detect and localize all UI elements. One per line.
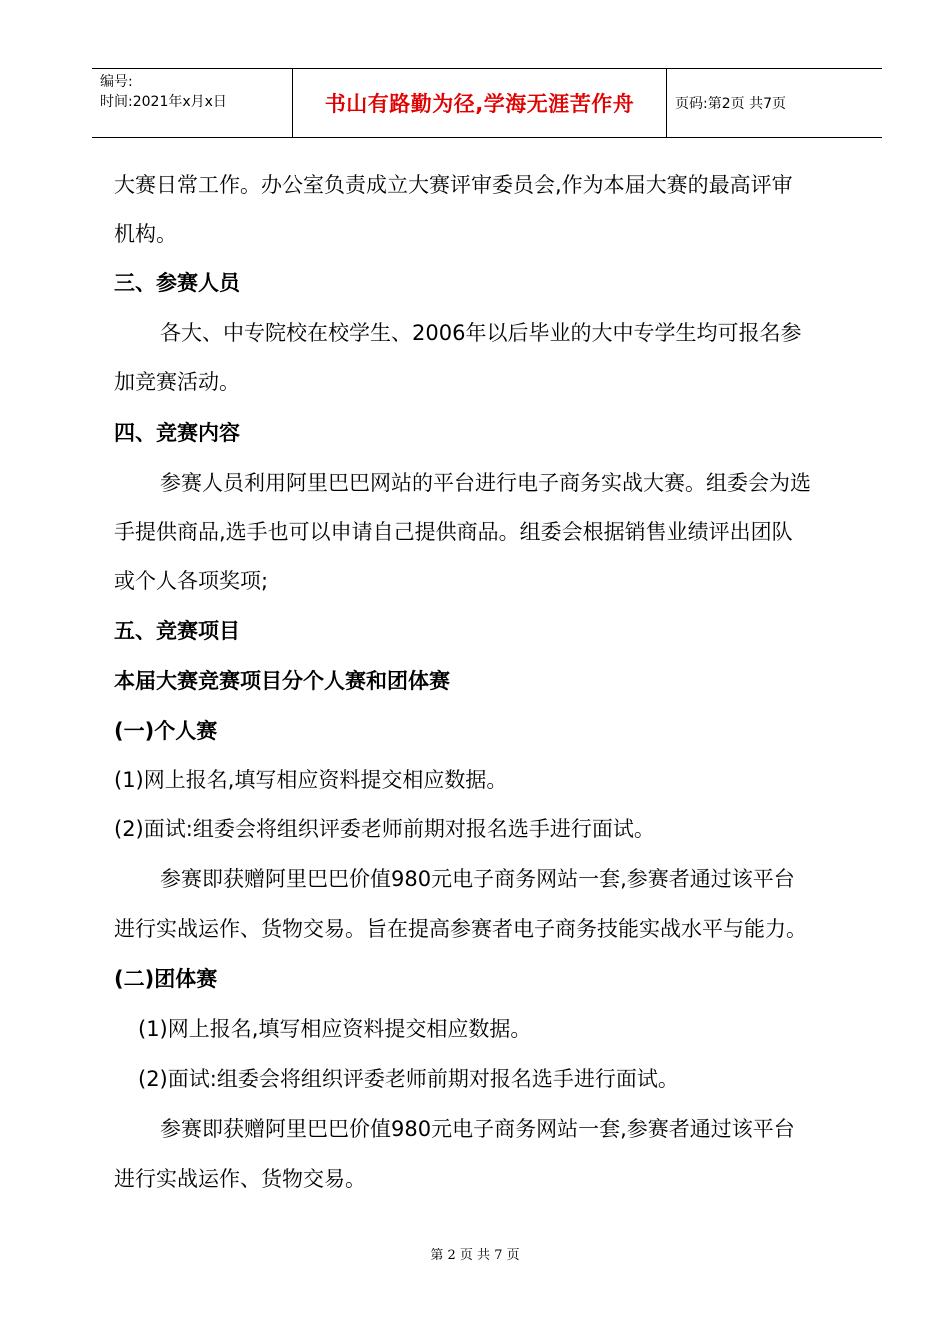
header-motto-cell — [292, 69, 667, 137]
list-item: (2)面试:组委会将组织评委老师前期对报名选手进行面试。 — [114, 817, 655, 841]
section-subheading: 本届大赛竞赛项目分个人赛和团体赛 — [114, 669, 450, 693]
paragraph-line: 参赛即获赠阿里巴巴价值980元电子商务网站一套,参赛者通过该平台 — [160, 867, 795, 891]
section-heading-content: 四、竞赛内容 — [114, 421, 240, 445]
paragraph-line: 参赛即获赠阿里巴巴价值980元电子商务网站一套,参赛者通过该平台 — [160, 1117, 795, 1141]
page-header — [92, 68, 882, 138]
section-heading-participants: 三、参赛人员 — [114, 271, 240, 295]
header-meta-cell — [92, 69, 292, 137]
document-number-label: 编号: — [100, 74, 133, 90]
paragraph-line: 进行实战运作、货物交易。 — [114, 1167, 366, 1191]
subsection-heading-team: (二)团体赛 — [114, 967, 218, 991]
paragraph-line: 或个人各项奖项; — [114, 569, 269, 593]
paragraph-line: 加竞赛活动。 — [114, 370, 240, 394]
subsection-heading-individual: (一)个人赛 — [114, 719, 218, 743]
header-page-cell — [666, 69, 882, 137]
list-item: (1)网上报名,填写相应资料提交相应数据。 — [138, 1017, 532, 1041]
section-heading-events: 五、竞赛项目 — [114, 619, 240, 643]
paragraph-line: 手提供商品,选手也可以申请自己提供商品。组委会根据销售业绩评出团队 — [114, 520, 793, 544]
list-item: (2)面试:组委会将组织评委老师前期对报名选手进行面试。 — [138, 1067, 679, 1091]
paragraph-line: 进行实战运作、货物交易。旨在提高参赛者电子商务技能实战水平与能力。 — [114, 917, 807, 941]
paragraph-line: 各大、中专院校在校学生、2006年以后毕业的大中专学生均可报名参 — [160, 321, 802, 345]
header-motto: 书山有路勤为径,学海无涯苦作舟 — [324, 92, 635, 116]
header-page-info: 页码:第2页 共7页 — [675, 96, 786, 112]
paragraph-line: 参赛人员利用阿里巴巴网站的平台进行电子商务实战大赛。组委会为选 — [160, 471, 811, 495]
page-footer: 第 2 页 共 7 页 — [430, 1248, 520, 1263]
paragraph-line: 大赛日常工作。办公室负责成立大赛评审委员会,作为本届大赛的最高评审 — [114, 173, 793, 197]
document-time-label: 时间:2021年x月x日 — [100, 94, 227, 110]
paragraph-line: 机构。 — [114, 222, 177, 246]
list-item: (1)网上报名,填写相应资料提交相应数据。 — [114, 768, 508, 792]
